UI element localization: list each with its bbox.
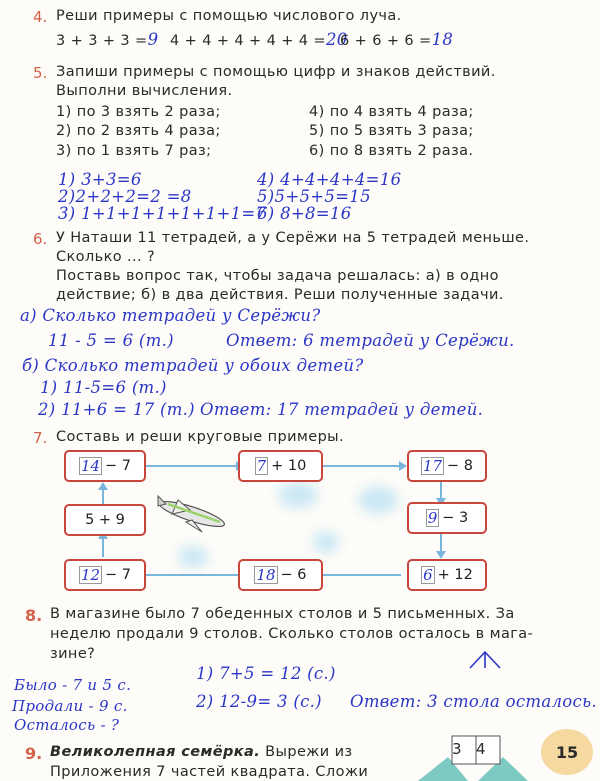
ex5-answer-6: 6) 8+8=16 bbox=[257, 204, 352, 223]
ex4-problem-1: 3 + 3 + 3 =9 bbox=[56, 30, 159, 49]
exercise-8-line-2: неделю продали 9 столов. Сколько столов осталось в мага- bbox=[50, 626, 534, 642]
ex6-answer-a: Ответ: 6 тетрадей у Серёжи. bbox=[226, 331, 515, 350]
ex5-answer-1: 1) 3+3=6 bbox=[58, 170, 142, 189]
ex8-condition-1: Было - 7 и 5 с. bbox=[14, 676, 132, 694]
ex6-question-b: б) Сколько тетрадей у обоих детей? bbox=[22, 356, 364, 375]
exercise-9-line-2: Приложения 7 частей квадрата. Сложи bbox=[50, 764, 369, 780]
circle-box-1: 14 − 7 bbox=[64, 450, 146, 482]
ex5-item-6: 6) по 8 взять 2 раза. bbox=[309, 143, 474, 159]
ex5-answer-4: 4) 4+4+4+4=16 bbox=[257, 170, 402, 189]
ex5-item-3: 3) по 1 взять 7 раз; bbox=[56, 143, 212, 159]
circle-box-8: 6 + 12 bbox=[407, 559, 487, 591]
ex5-item-4: 4) по 4 взять 4 раза; bbox=[309, 104, 474, 120]
exercise-6-line-3: Поставь вопрос так, чтобы задача решалась: а) в одно bbox=[56, 268, 499, 284]
ex8-answer: Ответ: 3 стола осталось. bbox=[350, 692, 597, 711]
ex8-solution-1: 1) 7+5 = 12 (с.) bbox=[196, 664, 336, 683]
exercise-7-number: 7. bbox=[33, 429, 48, 447]
ex4-problem-2: 4 + 4 + 4 + 4 + 4 =20 bbox=[170, 30, 348, 49]
ex6-solution-b-2: 2) 11+6 = 17 (т.) bbox=[38, 400, 195, 419]
airplane-icon bbox=[150, 486, 230, 534]
exercise-5-number: 5. bbox=[33, 64, 48, 82]
ex4-problem-3: 6 + 6 + 6 =18 bbox=[340, 30, 454, 49]
ex5-item-5: 5) по 5 взять 3 раза; bbox=[309, 123, 474, 139]
ex5-answer-5: 5)5+5+5=15 bbox=[257, 187, 371, 206]
tree-sketch-icon bbox=[468, 650, 502, 670]
ex8-condition-2: Продали - 9 с. bbox=[12, 697, 128, 715]
exercise-5-line-2: Выполни вычисления. bbox=[56, 83, 233, 99]
ex6-answer-b: Ответ: 17 тетрадей у детей. bbox=[200, 400, 484, 419]
ex8-condition-3: Осталось - ? bbox=[14, 716, 120, 734]
ex6-solution-b-1: 1) 11-5=6 (т.) bbox=[40, 378, 167, 397]
exercise-6-line-1: У Наташи 11 тетрадей, а у Серёжи на 5 тетрадей меньше. bbox=[56, 230, 530, 246]
exercise-9-number: 9. bbox=[25, 744, 43, 763]
circle-box-2: 7 + 10 bbox=[238, 450, 323, 482]
exercise-4-number: 4. bbox=[33, 8, 48, 26]
circular-examples-diagram bbox=[58, 446, 474, 596]
tangram-tile-4: 4 bbox=[476, 740, 486, 758]
exercise-8-line-1: В магазине было 7 обеденных столов и 5 письменных. За bbox=[50, 606, 515, 622]
exercise-6-line-4: действие; б) в два действия. Реши полученные задачи. bbox=[56, 287, 504, 303]
exercise-5-line-1: Запиши примеры с помощью цифр и знаков действий. bbox=[56, 64, 496, 80]
exercise-6-number: 6. bbox=[33, 230, 48, 248]
exercise-8-number: 8. bbox=[25, 606, 43, 625]
ex6-question-a: а) Сколько тетрадей у Серёжи? bbox=[20, 306, 321, 325]
exercise-6-line-2: Сколько ... ? bbox=[56, 249, 156, 265]
ex5-item-2: 2) по 2 взять 4 раза; bbox=[56, 123, 221, 139]
ex6-solution-a: 11 - 5 = 6 (т.) bbox=[48, 331, 174, 350]
ex5-answer-3: 3) 1+1+1+1+1+1+1=7 bbox=[58, 204, 267, 223]
ex5-answer-2: 2)2+2+2=2 =8 bbox=[58, 187, 192, 206]
circle-box-3: 17 − 8 bbox=[407, 450, 487, 482]
exercise-9-line-1: Великолепная семёрка. Вырежи из bbox=[50, 744, 353, 760]
exercise-8-line-3: зине? bbox=[50, 646, 96, 662]
exercise-7-text: Составь и реши круговые примеры. bbox=[56, 429, 345, 445]
exercise-4-text: Реши примеры с помощью числового луча. bbox=[56, 8, 402, 24]
ex8-solution-2: 2) 12-9= 3 (с.) bbox=[196, 692, 322, 711]
page-number: 15 bbox=[541, 729, 593, 775]
circle-box-4: 5 + 9 bbox=[64, 504, 146, 536]
ex5-item-1: 1) по 3 взять 2 раза; bbox=[56, 104, 221, 120]
circle-box-6: 12 − 7 bbox=[64, 559, 146, 591]
circle-box-7: 18 − 6 bbox=[238, 559, 323, 591]
circle-box-5: 9 − 3 bbox=[407, 502, 487, 534]
tangram-tile-3: 3 bbox=[452, 740, 462, 758]
